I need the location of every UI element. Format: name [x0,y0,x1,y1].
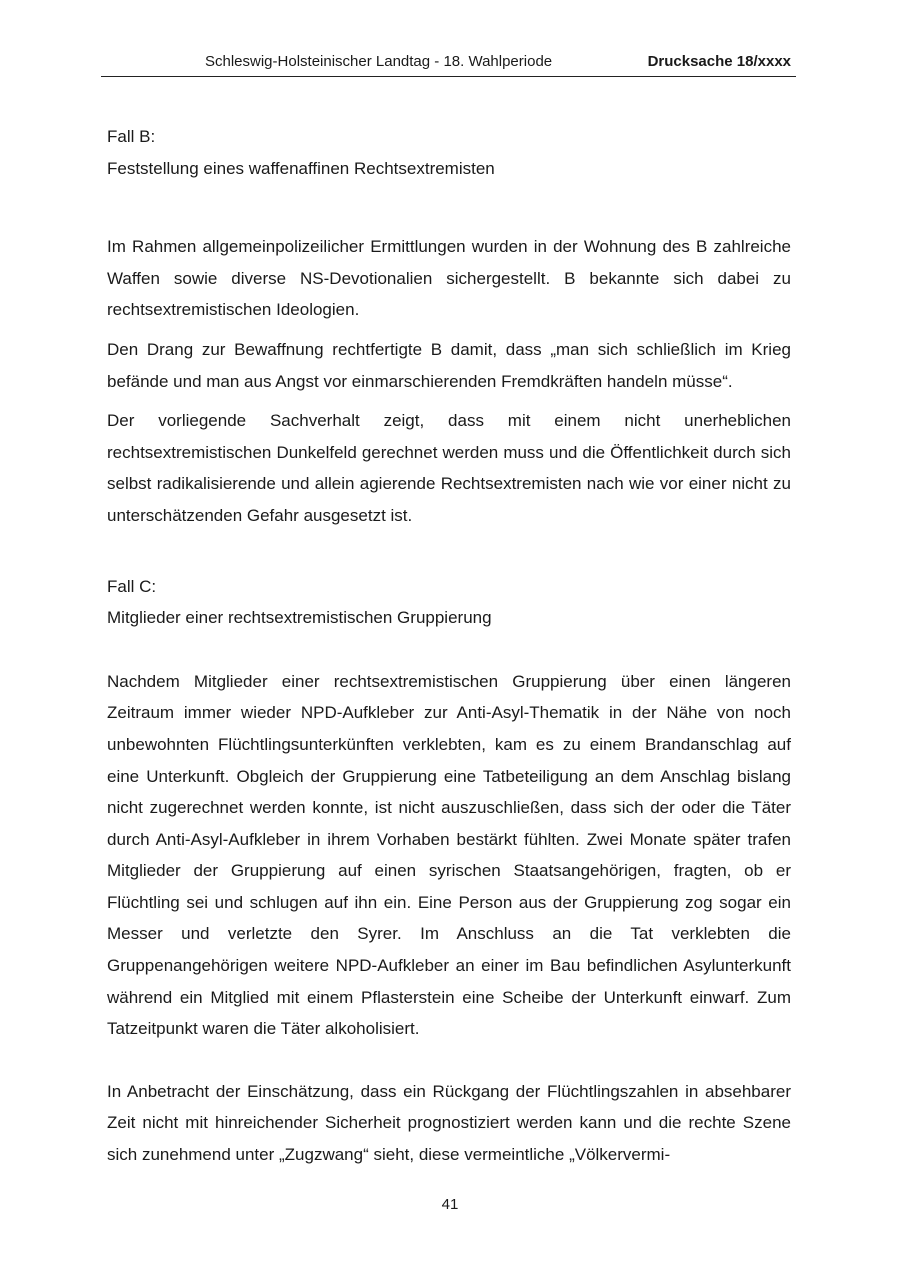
page-header [101,52,796,77]
fall-c-paragraph-1: Nachdem Mitglieder einer rechtsextremistischen Gruppierung über einen längeren Zeitraum immer wieder NPD-Aufkleber zur Anti-Asyl-Thematik in der Nähe von noch unbewohnten Flüchtlingsunterkünften verklebten, kam es zu einem Brandanschlag auf eine Unterkunft. Obgleich der Gruppierung eine Tatbeteiligung an dem Anschlag bislang nicht zugerechnet werden konnte, ist nicht auszuschließen, dass sich der oder die Täter durch Anti-Asyl-Aufkleber in ihrem Vorhaben bestärkt fühlten. Zwei Monate später trafen Mitglieder der Gruppierung auf einen syrischen Staatsangehörigen, fragten, ob er Flüchtling sei und schlugen auf ihn ein. Eine Person aus der Gruppierung zog sogar ein Messer und verletzte den Syrer. Im Anschluss an die Tat verklebten die Gruppenangehörigen weitere NPD-Aufkleber an einer im Bau befindlichen Asylunterkunft während ein Mitglied mit einem Pflasterstein eine Scheibe der Unterkunft einwarf. Zum Tatzeitpunkt waren die Täter alkoholisiert. [107,671,791,1039]
fall-c-paragraph-2: In Anbetracht der Einschätzung, dass ein Rückgang der Flüchtlingszahlen in absehbarer Zeit nicht mit hinreichender Sicherheit prognostiziert werden kann und die rechte Szene sich zunehmend unter „Zugzwang“ sieht, diese vermeintliche „Völkervermi- [107,1081,791,1165]
fall-b-label: Fall B: [107,127,156,146]
document-body [107,121,791,1171]
header-title: Schleswig-Holsteinischer Landtag - 18. Wahlperiode [205,53,553,70]
fall-c-label: Fall C: [107,576,157,596]
header-drucksache: Drucksache 18/xxxx [647,53,791,70]
fall-b-paragraph-3: Der vorliegende Sachverhalt zeigt, dass mit einem nicht unerheblichen rechtsextremistischen Dunkelfeld gerechnet werden muss und die Öffentlichkeit durch sich selbst radikalisierende und allein agierende Rechtsextremisten nach wie vor einer nicht zu unterschätzenden Gefahr ausgesetzt ist. [107,411,791,525]
fall-b-paragraph-2: Den Drang zur Bewaffnung rechtfertigte B damit, dass „man sich schließlich im Krieg befände und man aus Angst vor einmarschierenden Fremdkräften handeln müsse“. [107,339,791,391]
fall-b-paragraph-1: Im Rahmen allgemeinpolizeilicher Ermittlungen wurden in der Wohnung des B zahlreiche Waffen sowie diverse NS-Devotionalien sichergestellt. B bekannte sich dabei zu rechtsextremistischen Ideologien. [107,237,791,320]
page-number: 41 [441,1196,459,1213]
fall-c-title: Mitglieder einer rechtsextremistischen Gruppierung [107,608,492,628]
fall-b-title: Feststellung eines waffenaffinen Rechtsextremisten [107,158,495,178]
